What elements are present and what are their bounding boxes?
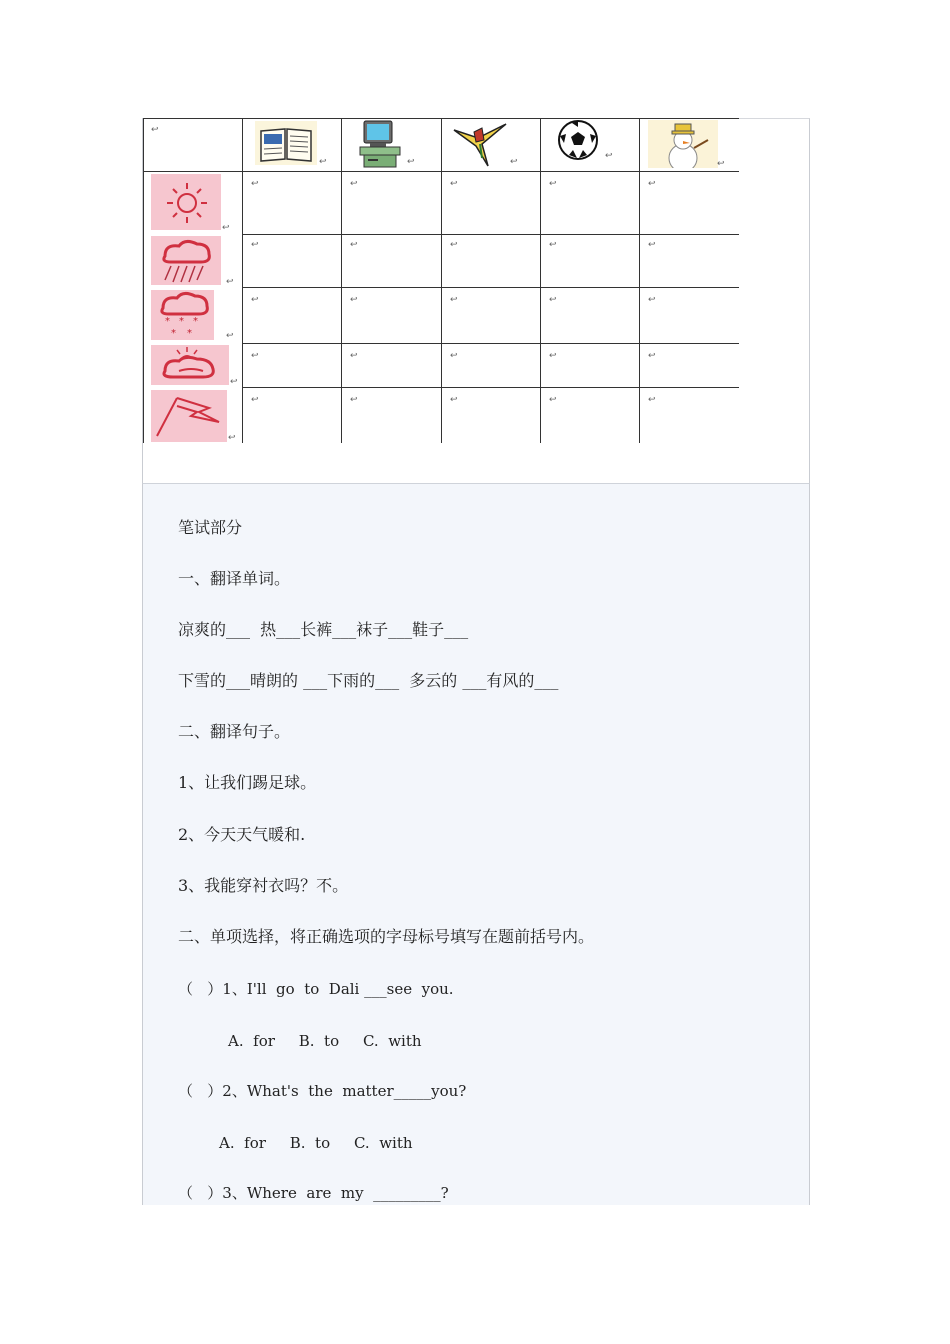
part2-title: 二、翻译句子。: [178, 722, 291, 741]
football-icon: [557, 119, 599, 161]
return-mark: ↩: [350, 240, 358, 250]
computer-icon: [356, 119, 404, 169]
snowy-icon: [151, 290, 214, 340]
kite-icon: [452, 118, 508, 168]
svg-text:*: *: [187, 328, 192, 339]
book-icon: [255, 121, 317, 165]
sentence-3: 3、我能穿衬衣吗？不。: [178, 876, 349, 895]
return-mark: ↩: [251, 295, 259, 305]
return-mark: ↩: [549, 295, 557, 305]
return-mark: ↩: [648, 179, 656, 189]
return-mark: ↩: [549, 240, 557, 250]
return-mark: ↩: [648, 351, 656, 361]
svg-text:*: *: [179, 316, 184, 327]
return-mark: ↩: [510, 157, 518, 167]
return-mark: ↩: [648, 240, 656, 250]
return-mark: ↩: [222, 223, 230, 233]
rainy-icon: [151, 236, 221, 285]
part1-title: 一、翻译单词。: [178, 569, 291, 588]
return-mark: ↩: [549, 179, 557, 189]
return-mark: ↩: [450, 240, 458, 250]
return-mark: ↩: [450, 395, 458, 405]
section-title: 笔试部分: [178, 518, 243, 537]
words-line-2: 下雪的___晴朗的 ___下雨的___ 多云的 ___有风的___: [178, 671, 559, 690]
cloudy-icon: [151, 345, 229, 385]
return-mark: ↩: [549, 395, 557, 405]
question-2-options: A. for B. to C. with: [219, 1134, 413, 1152]
return-mark: ↩: [549, 351, 557, 361]
sunny-icon: [151, 174, 221, 230]
question-1-options: A. for B. to C. with: [228, 1032, 422, 1050]
return-mark: ↩: [350, 395, 358, 405]
return-mark: ↩: [648, 295, 656, 305]
sentence-1: 1、让我们踢足球。: [178, 773, 317, 792]
words-line-1: 凉爽的___ 热___长裤___袜子___鞋子___: [178, 620, 469, 639]
return-mark: ↩: [450, 295, 458, 305]
return-mark: ↩: [151, 125, 159, 135]
return-mark: ↩: [251, 395, 259, 405]
snowman-icon: [648, 120, 718, 168]
windy-icon: [151, 390, 227, 442]
question-3: （ ）3、Where are my _________?: [178, 1184, 449, 1202]
return-mark: ↩: [350, 179, 358, 189]
return-mark: ↩: [717, 159, 725, 169]
svg-text:*: *: [171, 328, 176, 339]
return-mark: ↩: [605, 151, 613, 161]
question-2: （ ）2、What's the matter_____you?: [178, 1082, 467, 1100]
sentence-2: 2、今天天气暖和.: [178, 825, 306, 844]
return-mark: ↩: [251, 351, 259, 361]
return-mark: ↩: [648, 395, 656, 405]
return-mark: ↩: [251, 179, 259, 189]
svg-text:*: *: [193, 316, 198, 327]
return-mark: ↩: [251, 240, 259, 250]
return-mark: ↩: [450, 179, 458, 189]
part3-title: 二、单项选择，将正确选项的字母标号填写在题前括号内。: [178, 927, 595, 946]
return-mark: ↩: [230, 377, 238, 387]
return-mark: ↩: [450, 351, 458, 361]
question-1: （ ）1、I'll go to Dali ___see you.: [178, 980, 454, 998]
return-mark: ↩: [319, 157, 327, 167]
return-mark: ↩: [407, 157, 415, 167]
return-mark: ↩: [226, 277, 234, 287]
svg-text:*: *: [165, 316, 170, 327]
return-mark: ↩: [228, 433, 236, 443]
return-mark: ↩: [226, 331, 234, 341]
return-mark: ↩: [350, 351, 358, 361]
return-mark: ↩: [350, 295, 358, 305]
